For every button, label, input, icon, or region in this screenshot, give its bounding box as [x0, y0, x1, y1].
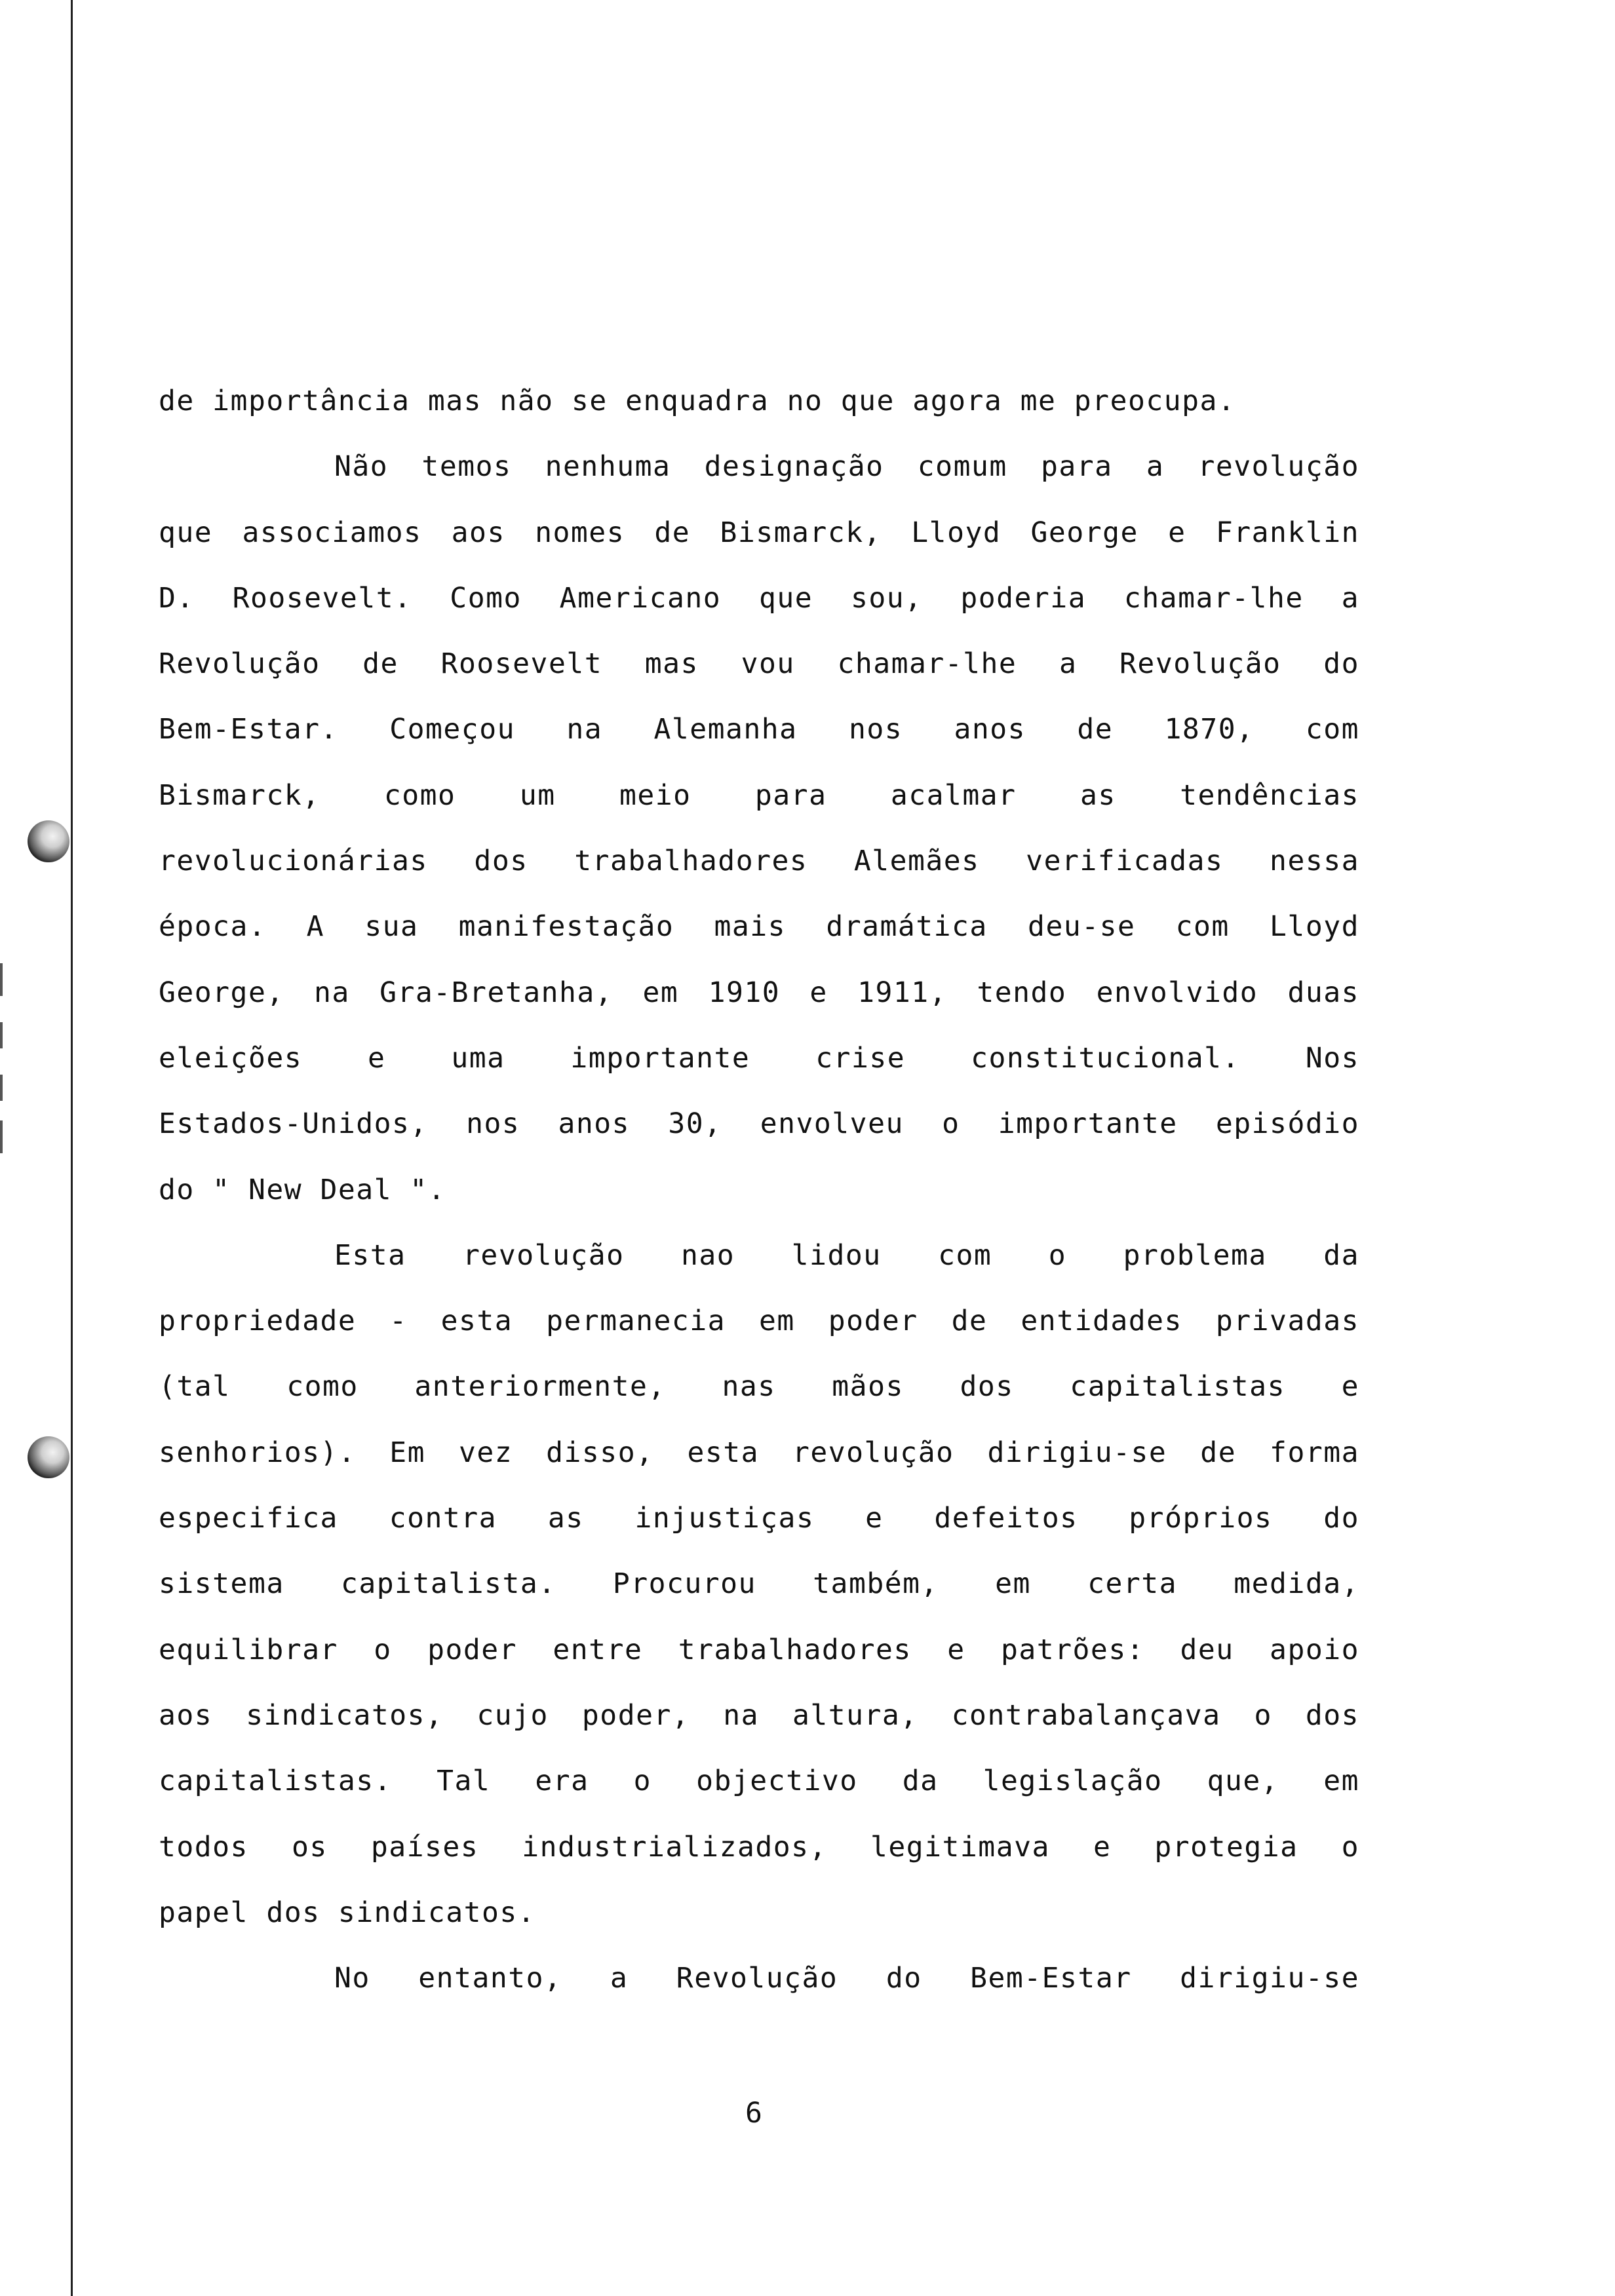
- text-line: todos os países industrializados, legitimava e protegia o: [159, 1830, 1359, 1864]
- text-line: senhorios). Em vez disso, esta revolução dirigiu-se de forma: [159, 1436, 1359, 1469]
- text-line: época. A sua manifestação mais dramática deu-se com Lloyd: [159, 910, 1359, 944]
- text-line: aos sindicatos, cujo poder, na altura, contrabalançava o dos: [159, 1698, 1359, 1732]
- text-line: papel dos sindicatos.: [159, 1896, 536, 1929]
- text-line: de importância mas não se enquadra no que agora me preocupa.: [159, 385, 1236, 417]
- page-number: 6: [745, 2097, 762, 2130]
- text-line: do " New Deal ".: [159, 1173, 446, 1206]
- edge-scan-mark: [0, 963, 3, 996]
- text-line: equilibrar o poder entre trabalhadores e patrões: deu apoio: [159, 1633, 1359, 1666]
- text-line: Revolução de Roosevelt mas vou chamar-lhe a Revolução do: [159, 647, 1359, 681]
- text-line: Bem-Estar. Começou na Alemanha nos anos de 1870, com: [159, 713, 1359, 746]
- punch-hole-upper: [28, 820, 69, 862]
- edge-scan-mark: [0, 1022, 3, 1048]
- text-line: eleições e uma importante crise constitucional. Nos: [159, 1041, 1359, 1075]
- text-line: especifica contra as injustiças e defeitos próprios do: [159, 1502, 1359, 1535]
- text-line: que associamos aos nomes de Bismarck, Lloyd George e Franklin: [159, 516, 1359, 549]
- punch-hole-lower: [28, 1436, 69, 1478]
- text-line: (tal como anteriormente, nas mãos dos capitalistas e: [159, 1370, 1359, 1404]
- text-line: propriedade - esta permanecia em poder de entidades privadas: [159, 1305, 1359, 1338]
- text-line: George, na Gra-Bretanha, em 1910 e 1911, tendo envolvido duas: [159, 976, 1359, 1009]
- text-line: D. Roosevelt. Como Americano que sou, poderia chamar-lhe a: [159, 581, 1359, 615]
- left-margin-rule: [71, 0, 73, 2296]
- text-line: Estados-Unidos, nos anos 30, envolveu o importante episódio: [159, 1107, 1359, 1141]
- edge-scan-mark: [0, 1075, 3, 1101]
- text-line: capitalistas. Tal era o objectivo da legislação que, em: [159, 1765, 1359, 1798]
- text-line: No entanto, a Revolução do Bem-Estar dirigiu-se: [334, 1962, 1359, 1995]
- text-line: Bismarck, como um meio para acalmar as tendências: [159, 778, 1359, 812]
- text-line: Esta revolução nao lidou com o problema da: [334, 1238, 1359, 1272]
- document-body: [159, 375, 1359, 2018]
- text-line: Não temos nenhuma designação comum para a revolução: [334, 450, 1359, 484]
- edge-scan-mark: [0, 1120, 3, 1153]
- text-line: sistema capitalista. Procurou também, em certa medida,: [159, 1567, 1359, 1601]
- text-line: revolucionárias dos trabalhadores Alemães verificadas nessa: [159, 845, 1359, 878]
